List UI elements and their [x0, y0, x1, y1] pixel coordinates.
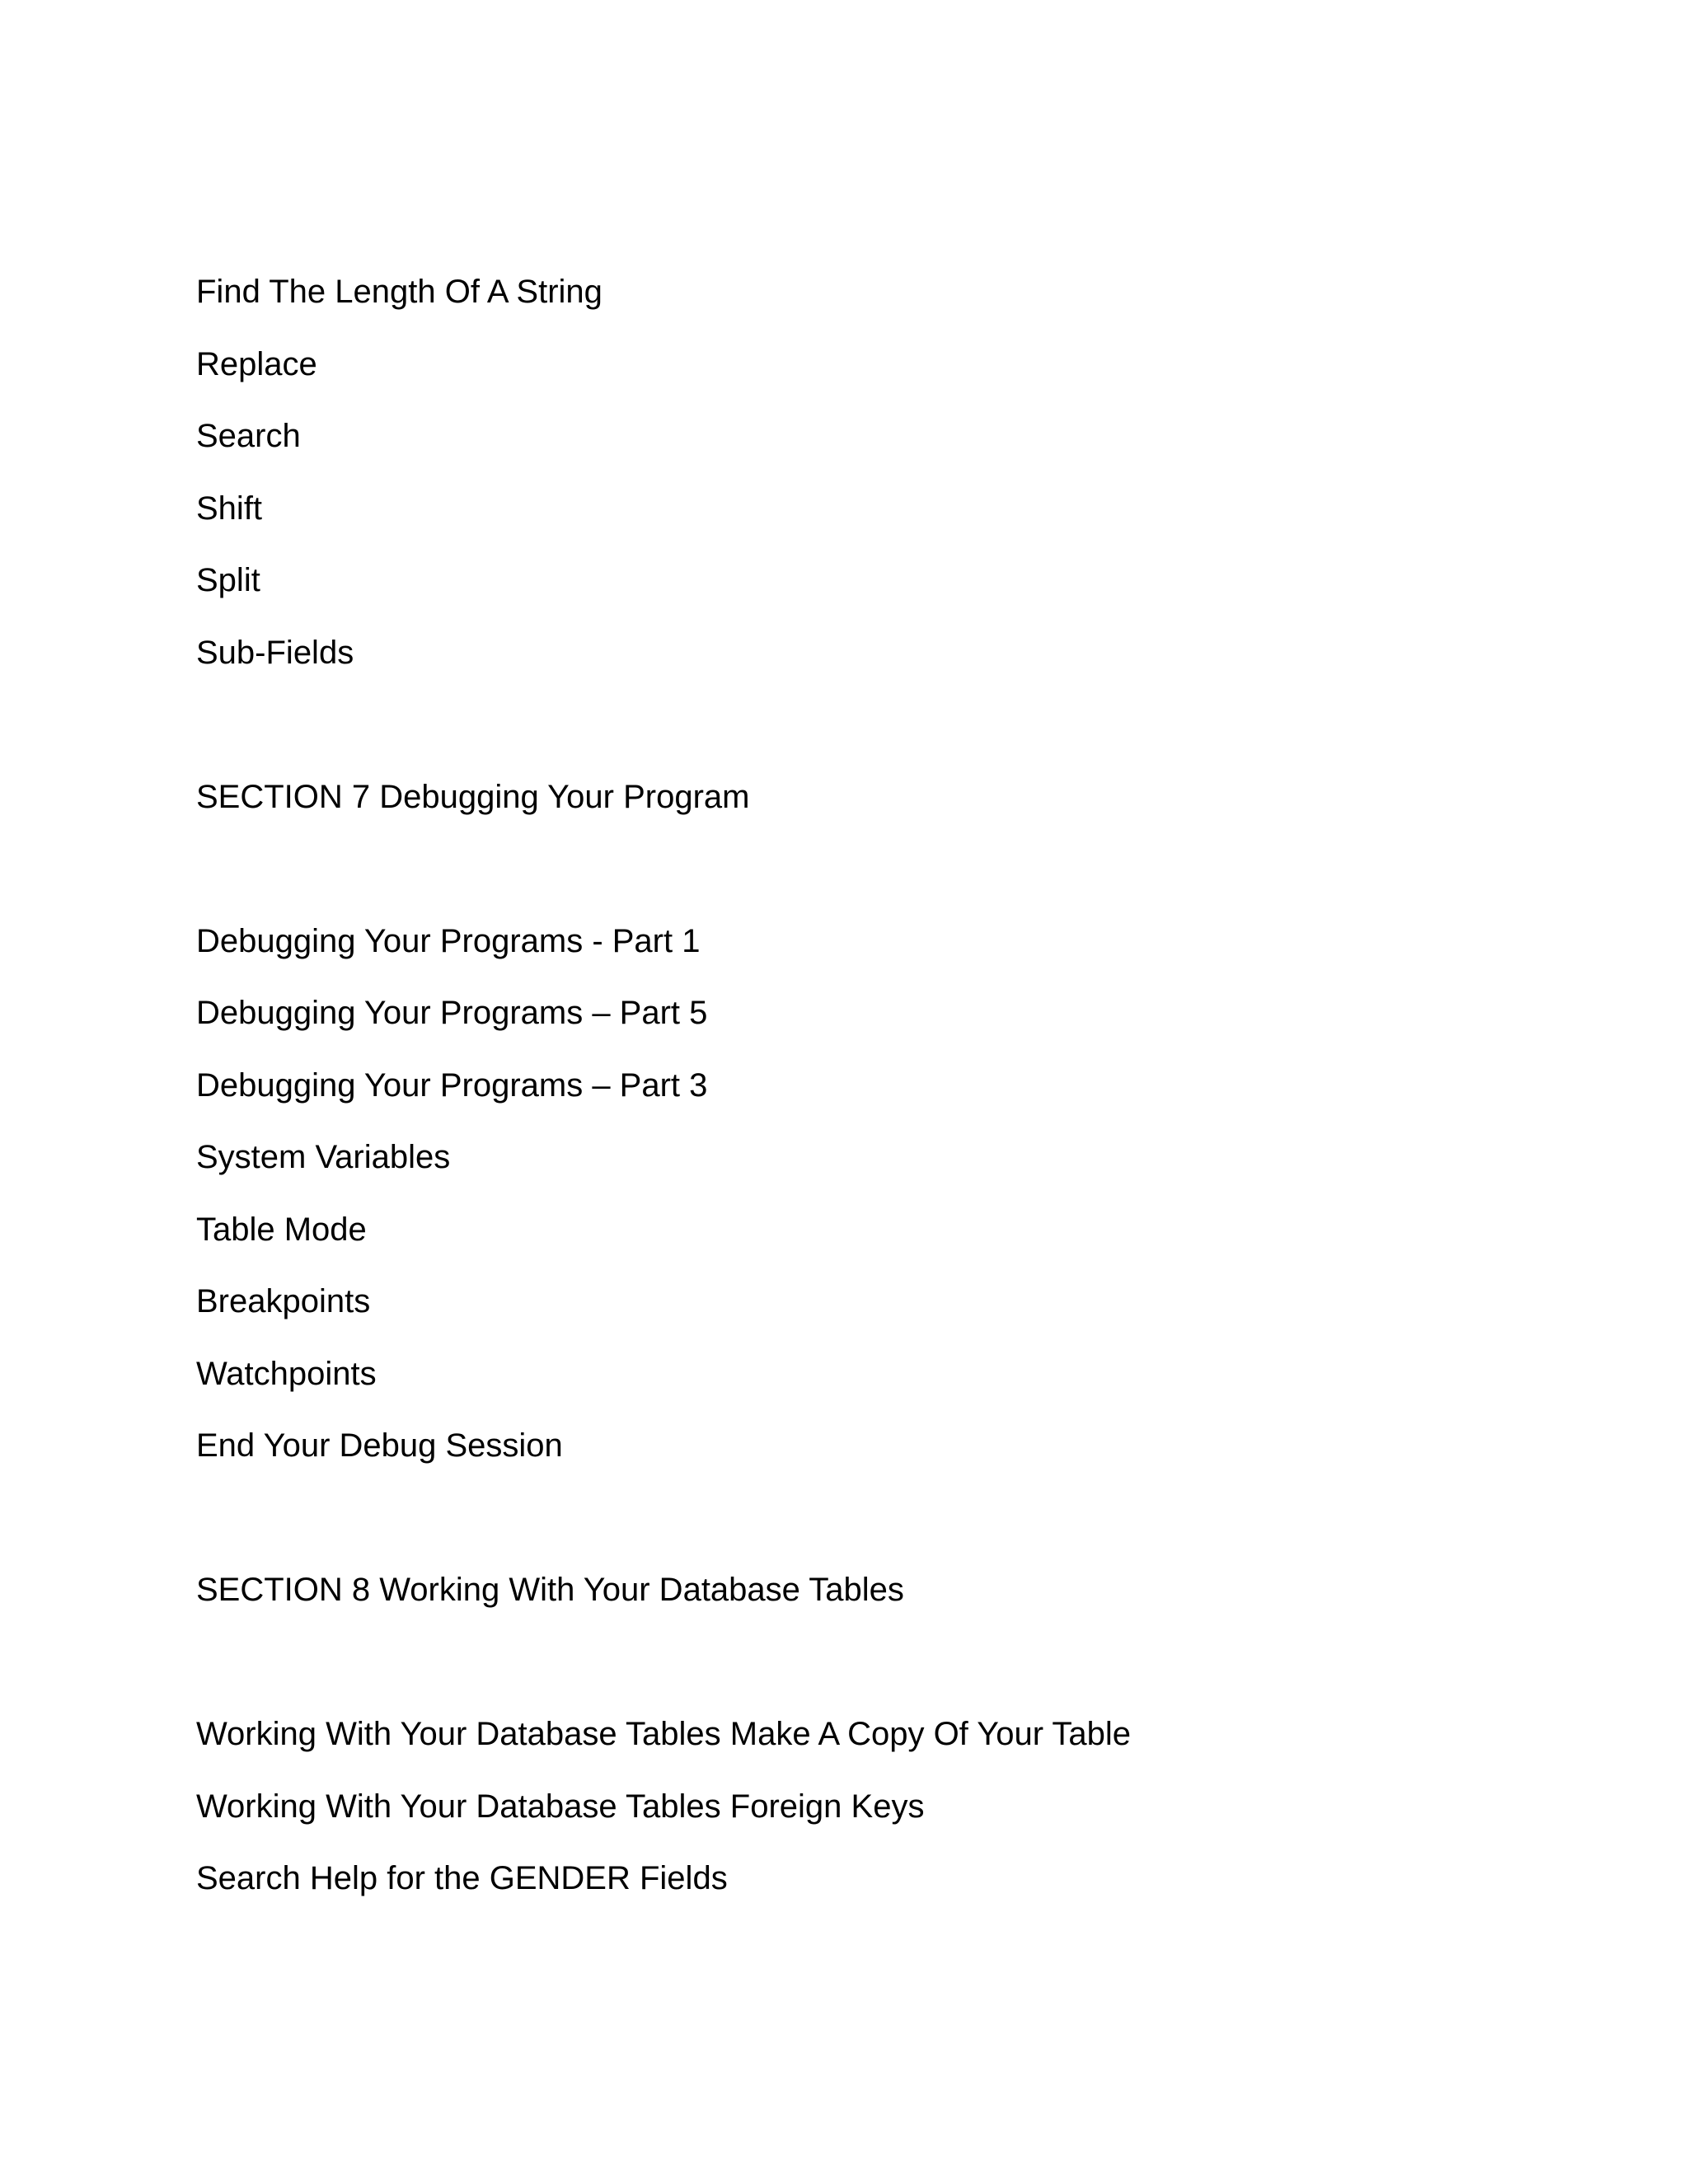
- list-item: Working With Your Database Tables Make A Copy Of Your Table: [196, 1716, 1132, 1752]
- section-heading: SECTION 8 Working With Your Database Tables: [196, 1572, 904, 1608]
- list-item: Split: [196, 562, 260, 598]
- list-item: End Your Debug Session: [196, 1427, 563, 1464]
- list-item: Find The Length Of A String: [196, 274, 603, 310]
- list-item: System Variables: [196, 1139, 451, 1175]
- list-item: Sub-Fields: [196, 635, 354, 671]
- list-item: Search: [196, 418, 301, 454]
- list-item: Search Help for the GENDER Fields: [196, 1860, 728, 1896]
- list-item: Table Mode: [196, 1212, 367, 1248]
- list-item: Replace: [196, 346, 317, 382]
- list-item: Debugging Your Programs – Part 5: [196, 995, 708, 1031]
- list-item: Working With Your Database Tables Foreign Keys: [196, 1788, 925, 1825]
- list-item: Watchpoints: [196, 1356, 377, 1392]
- list-item: Shift: [196, 490, 263, 527]
- list-item: Debugging Your Programs - Part 1: [196, 923, 701, 959]
- section-heading: SECTION 7 Debugging Your Program: [196, 779, 750, 815]
- list-item: Breakpoints: [196, 1283, 371, 1319]
- list-item: Debugging Your Programs – Part 3: [196, 1067, 708, 1104]
